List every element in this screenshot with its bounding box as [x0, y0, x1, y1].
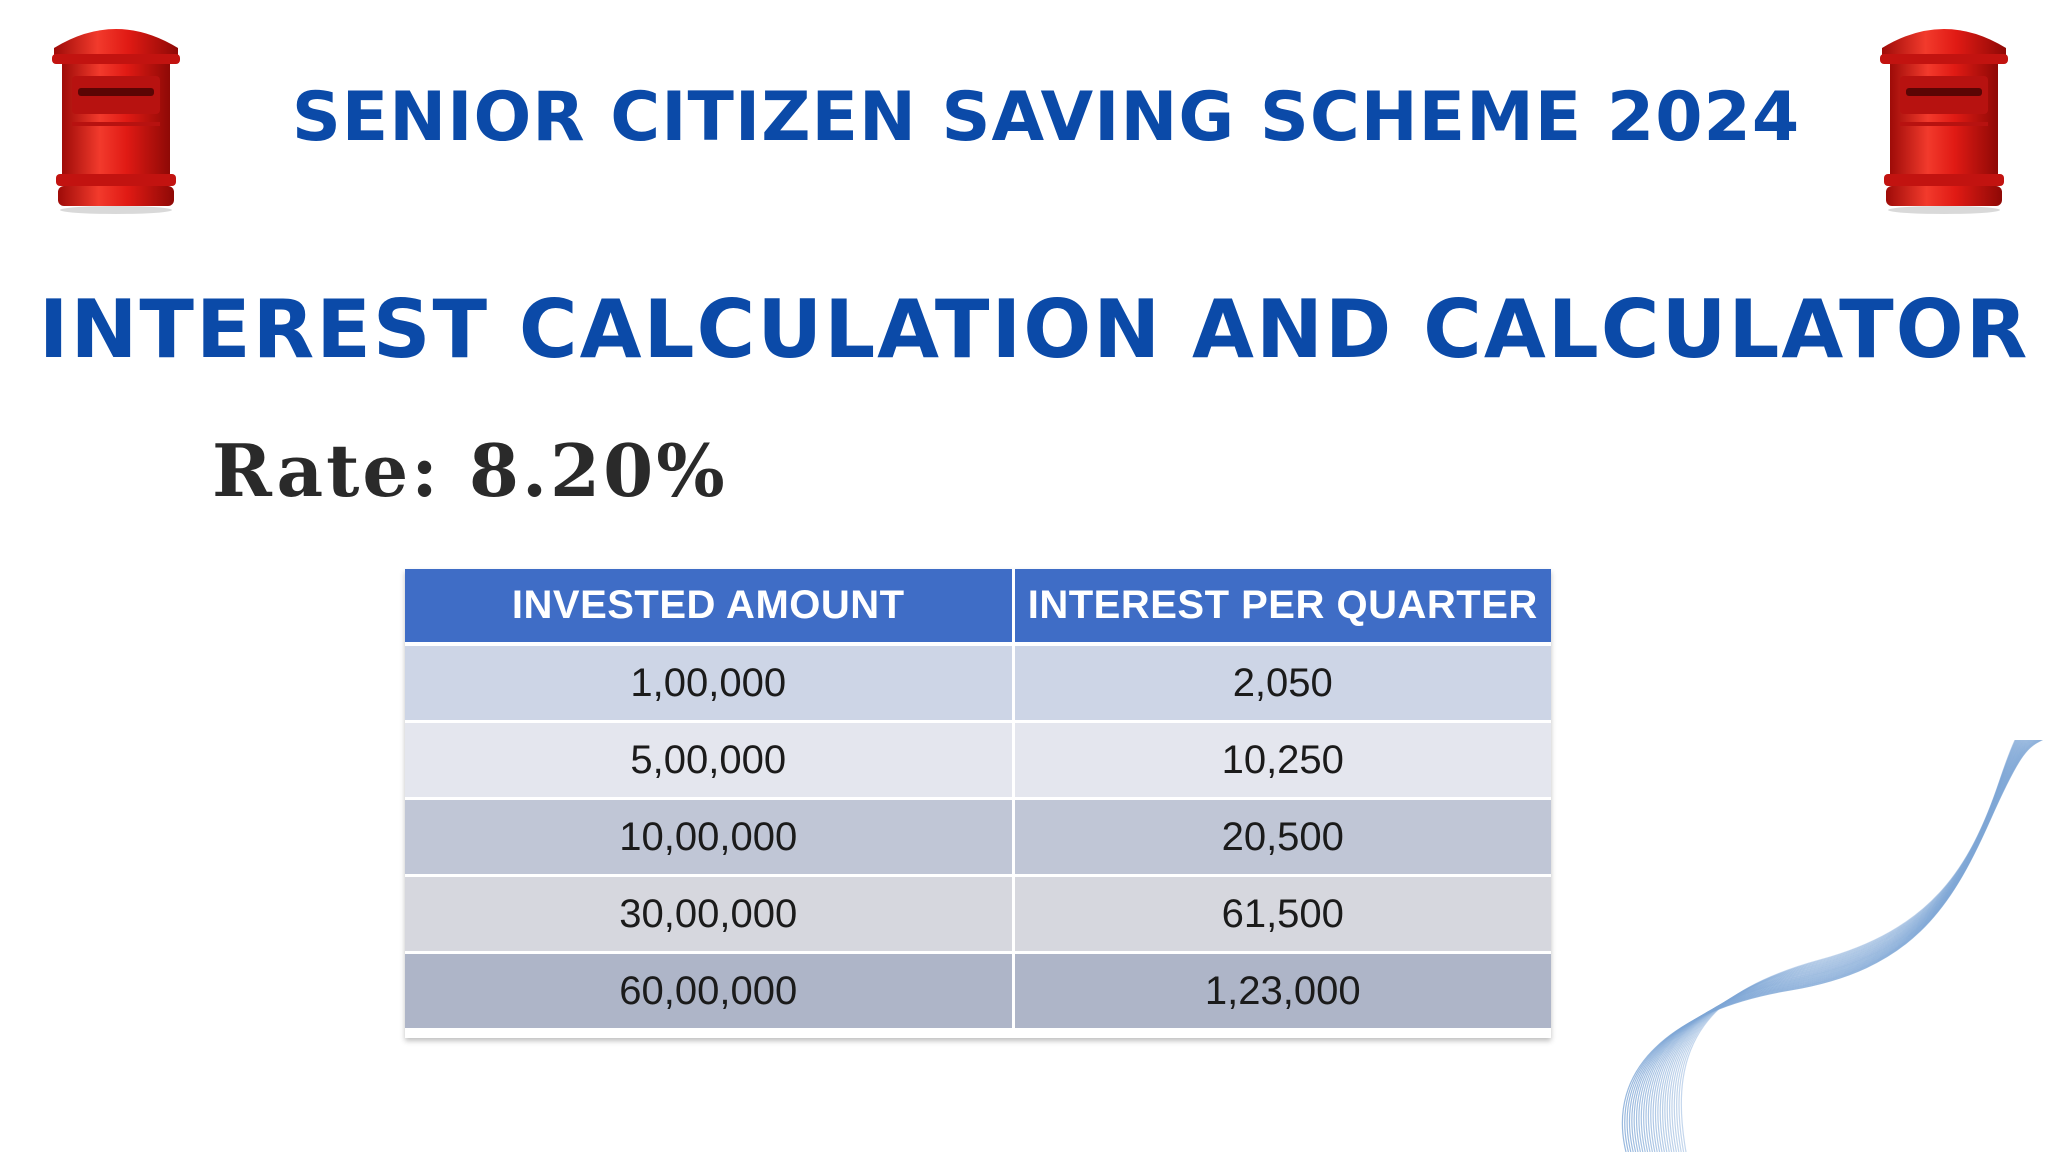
wave-line — [1629, 740, 2048, 1152]
invested-amount-cell: 30,00,000 — [405, 876, 1013, 953]
wave-line — [1627, 740, 2048, 1152]
interest-cell: 20,500 — [1013, 799, 1551, 876]
rate-label: Rate: 8.20% — [212, 428, 728, 513]
wave-line — [1632, 740, 2048, 1152]
wave-line — [1646, 740, 2048, 1152]
interest-table-container — [405, 569, 1551, 1038]
wave-line — [1634, 740, 2048, 1152]
page-subtitle: INTEREST CALCULATION AND CALCULATOR — [38, 283, 2030, 376]
invested-amount-cell: 1,00,000 — [405, 644, 1013, 722]
wave-line — [1655, 740, 2048, 1152]
page-title: SENIOR CITIZEN SAVING SCHEME 2024 — [291, 78, 1801, 157]
wave-line — [1660, 740, 2048, 1152]
wave-line — [1665, 740, 2048, 1152]
table-row — [405, 644, 1551, 722]
table-row — [405, 722, 1551, 799]
interest-cell: 1,23,000 — [1013, 953, 1551, 1029]
interest-table — [405, 569, 1551, 1028]
interest-cell: 61,500 — [1013, 876, 1551, 953]
table-header-row — [405, 569, 1551, 644]
table-row — [405, 953, 1551, 1029]
column-header-interest-per-quarter: INTEREST PER QUARTER — [1013, 569, 1551, 644]
wave-line — [1648, 740, 2048, 1152]
wave-line — [1663, 740, 2048, 1152]
column-header-invested-amount: INVESTED AMOUNT — [405, 569, 1013, 644]
wave-line — [1653, 740, 2048, 1152]
invested-amount-cell: 5,00,000 — [405, 722, 1013, 799]
wave-line — [1670, 740, 2048, 1152]
table-row — [405, 799, 1551, 876]
wave-line — [1644, 740, 2048, 1152]
wave-line — [1651, 740, 2048, 1152]
wave-line — [1625, 740, 2048, 1152]
interest-cell: 10,250 — [1013, 722, 1551, 799]
wave-line — [1637, 740, 2048, 1152]
wave-lines-decoration — [1590, 740, 2048, 1152]
table-row — [405, 876, 1551, 953]
invested-amount-cell: 60,00,000 — [405, 953, 1013, 1029]
invested-amount-cell: 10,00,000 — [405, 799, 1013, 876]
wave-line — [1641, 740, 2048, 1152]
wave-line — [1658, 740, 2048, 1152]
interest-cell: 2,050 — [1013, 644, 1551, 722]
wave-line — [1639, 740, 2048, 1152]
wave-line — [1667, 740, 2048, 1152]
wave-line — [1622, 740, 2048, 1152]
